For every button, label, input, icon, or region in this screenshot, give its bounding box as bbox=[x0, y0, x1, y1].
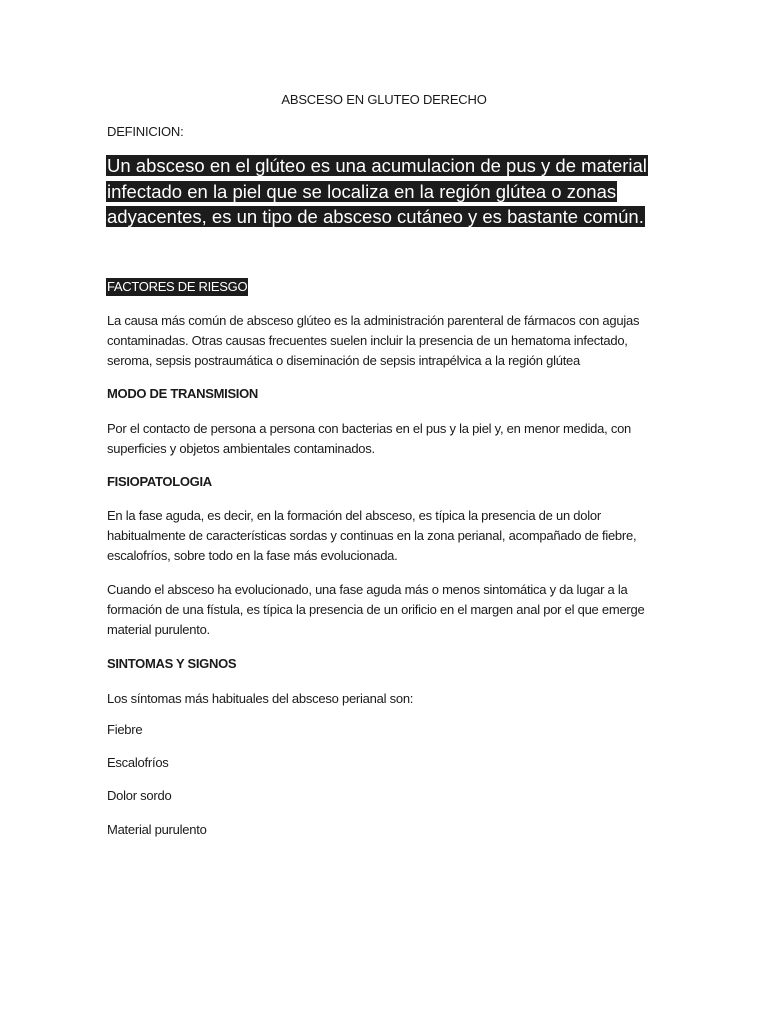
transmission-paragraph: Por el contacto de persona a persona con bacterias en el pus y la piel y, en menor medida, con superficies y objetos ambientales contaminados. bbox=[107, 421, 632, 456]
symptom-item: Escalofríos bbox=[107, 755, 169, 770]
physiopathology-heading: FISIOPATOLOGIA bbox=[107, 474, 212, 489]
transmission-heading: MODO DE TRANSMISION bbox=[107, 386, 259, 401]
document-title: ABSCESO EN GLUTEO DERECHO bbox=[281, 92, 487, 107]
symptoms-intro: Los síntomas más habituales del absceso perianal son: bbox=[107, 691, 414, 706]
risk-factors-label: FACTORES DE RIESGO bbox=[107, 279, 248, 294]
symptom-item: Material purulento bbox=[107, 822, 207, 837]
symptom-item: Dolor sordo bbox=[107, 788, 172, 803]
symptom-item: Fiebre bbox=[107, 722, 143, 737]
risk-factors-paragraph: La causa más común de absceso glúteo es la administración parenteral de fármacos con agujas contaminadas. Otras causas frecuentes suelen incluir la presencia de un hematoma infectado, seroma, sepsis postraumática o diseminación de sepsis intrapélvica a la región glútea bbox=[107, 313, 640, 368]
physiopathology-paragraph-1: En la fase aguda, es decir, en la formación del absceso, es típica la presencia de un dolor habitualmente de características sordas y continuas en la zona perianal, acompañado de fiebre, escalofríos, sobre todo en la fase más evolucionada. bbox=[107, 508, 637, 563]
symptoms-heading: SINTOMAS Y SIGNOS bbox=[107, 656, 237, 671]
definition-highlight bbox=[106, 153, 666, 230]
physiopathology-paragraph-2: Cuando el absceso ha evolucionado, una fase aguda más o menos sintomática y da lugar a la formación de una fístula, es típica la presencia de un orificio en el margen anal por el que emerge material purulento. bbox=[107, 582, 645, 637]
definition-text: Un absceso en el glúteo es una acumulacion de pus y de material infectado en la piel que se localiza en la región glútea o zonas adyacentes, es un tipo de absceso cutáneo y es bastante común. bbox=[107, 155, 647, 227]
definition-label: DEFINICION: bbox=[107, 124, 184, 139]
